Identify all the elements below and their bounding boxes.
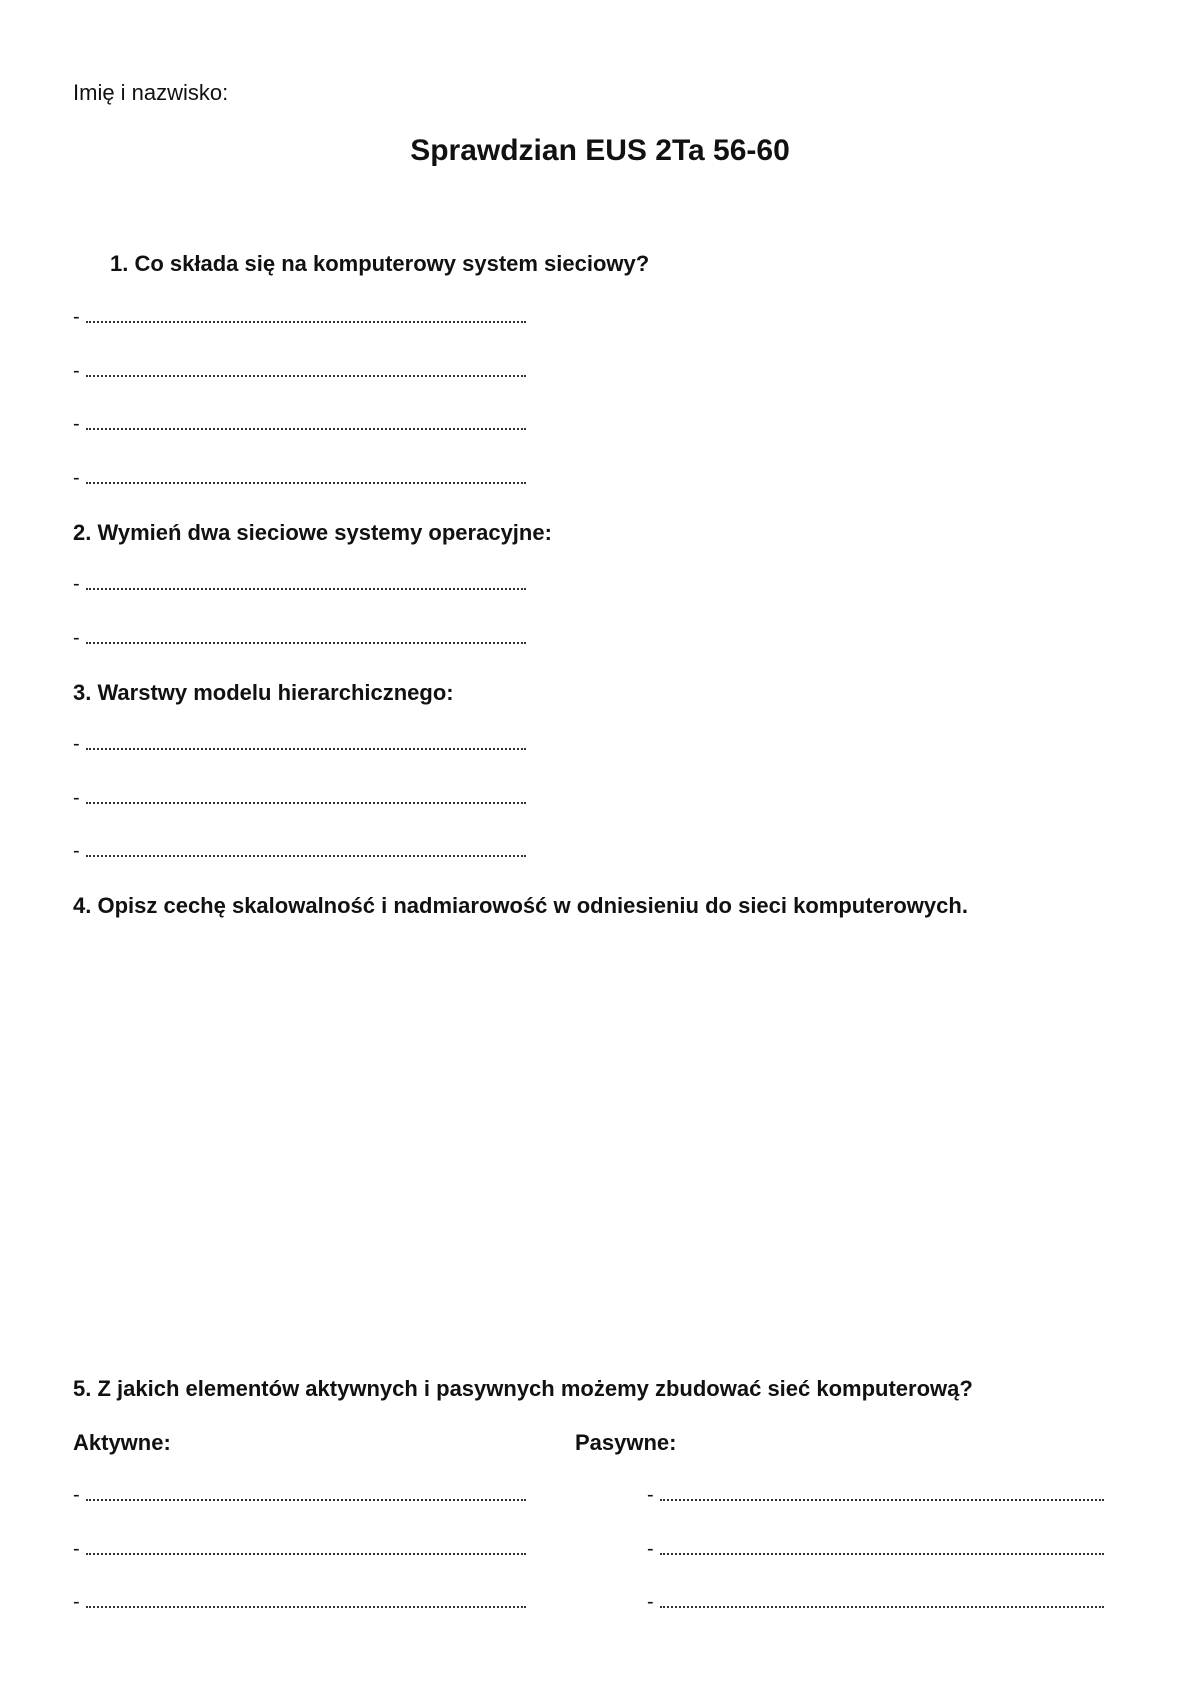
dash: - bbox=[73, 1538, 80, 1560]
dash: - bbox=[73, 573, 80, 595]
answer-line[interactable] bbox=[73, 787, 526, 810]
answer-line[interactable] bbox=[73, 627, 526, 650]
name-label: Imię i nazwisko: bbox=[73, 80, 229, 105]
dotted-blank bbox=[660, 1539, 1104, 1555]
answer-line[interactable] bbox=[73, 573, 526, 596]
dotted-blank bbox=[660, 1485, 1104, 1501]
dash: - bbox=[73, 1591, 80, 1613]
answer-line[interactable] bbox=[73, 306, 526, 329]
dotted-blank bbox=[86, 628, 526, 644]
dash: - bbox=[73, 840, 80, 862]
answer-line[interactable] bbox=[647, 1591, 1104, 1614]
dash: - bbox=[73, 306, 80, 328]
answer-line[interactable] bbox=[647, 1484, 1104, 1507]
dash: - bbox=[647, 1484, 654, 1506]
dash: - bbox=[647, 1538, 654, 1560]
question-4: 4. Opisz cechę skalowalność i nadmiarowość w odniesieniu do sieci komputerowych. bbox=[73, 893, 968, 918]
dotted-blank bbox=[86, 734, 526, 750]
question-3: 3. Warstwy modelu hierarchicznego: bbox=[73, 680, 454, 705]
dotted-blank bbox=[86, 1539, 526, 1555]
question-5: 5. Z jakich elementów aktywnych i pasywnych możemy zbudować sieć komputerową? bbox=[73, 1376, 973, 1401]
answer-line[interactable] bbox=[73, 840, 526, 863]
dash: - bbox=[647, 1591, 654, 1613]
answer-line[interactable] bbox=[73, 733, 526, 756]
dash: - bbox=[73, 413, 80, 435]
dash: - bbox=[73, 627, 80, 649]
page-title: Sprawdzian EUS 2Ta 56-60 bbox=[410, 134, 790, 167]
dotted-blank bbox=[86, 361, 526, 377]
dotted-blank bbox=[86, 841, 526, 857]
dash: - bbox=[73, 787, 80, 809]
dotted-blank bbox=[86, 788, 526, 804]
answer-line[interactable] bbox=[73, 413, 526, 436]
dotted-blank bbox=[86, 574, 526, 590]
answer-line[interactable] bbox=[73, 360, 526, 383]
dotted-blank bbox=[86, 414, 526, 430]
dash: - bbox=[73, 360, 80, 382]
dotted-blank bbox=[86, 307, 526, 323]
answer-line[interactable] bbox=[647, 1538, 1104, 1561]
dotted-blank bbox=[660, 1592, 1104, 1608]
dash: - bbox=[73, 467, 80, 489]
answer-line[interactable] bbox=[73, 1591, 526, 1614]
passive-label: Pasywne: bbox=[575, 1430, 677, 1455]
dash: - bbox=[73, 1484, 80, 1506]
dotted-blank bbox=[86, 1485, 526, 1501]
dotted-blank bbox=[86, 1592, 526, 1608]
answer-line[interactable] bbox=[73, 467, 526, 490]
answer-line[interactable] bbox=[73, 1538, 526, 1561]
dash: - bbox=[73, 733, 80, 755]
answer-area[interactable] bbox=[73, 935, 1113, 1345]
active-label: Aktywne: bbox=[73, 1430, 171, 1455]
question-2: 2. Wymień dwa sieciowe systemy operacyjne: bbox=[73, 520, 552, 545]
dotted-blank bbox=[86, 468, 526, 484]
answer-line[interactable] bbox=[73, 1484, 526, 1507]
question-1: 1. Co składa się na komputerowy system sieciowy? bbox=[110, 251, 650, 276]
